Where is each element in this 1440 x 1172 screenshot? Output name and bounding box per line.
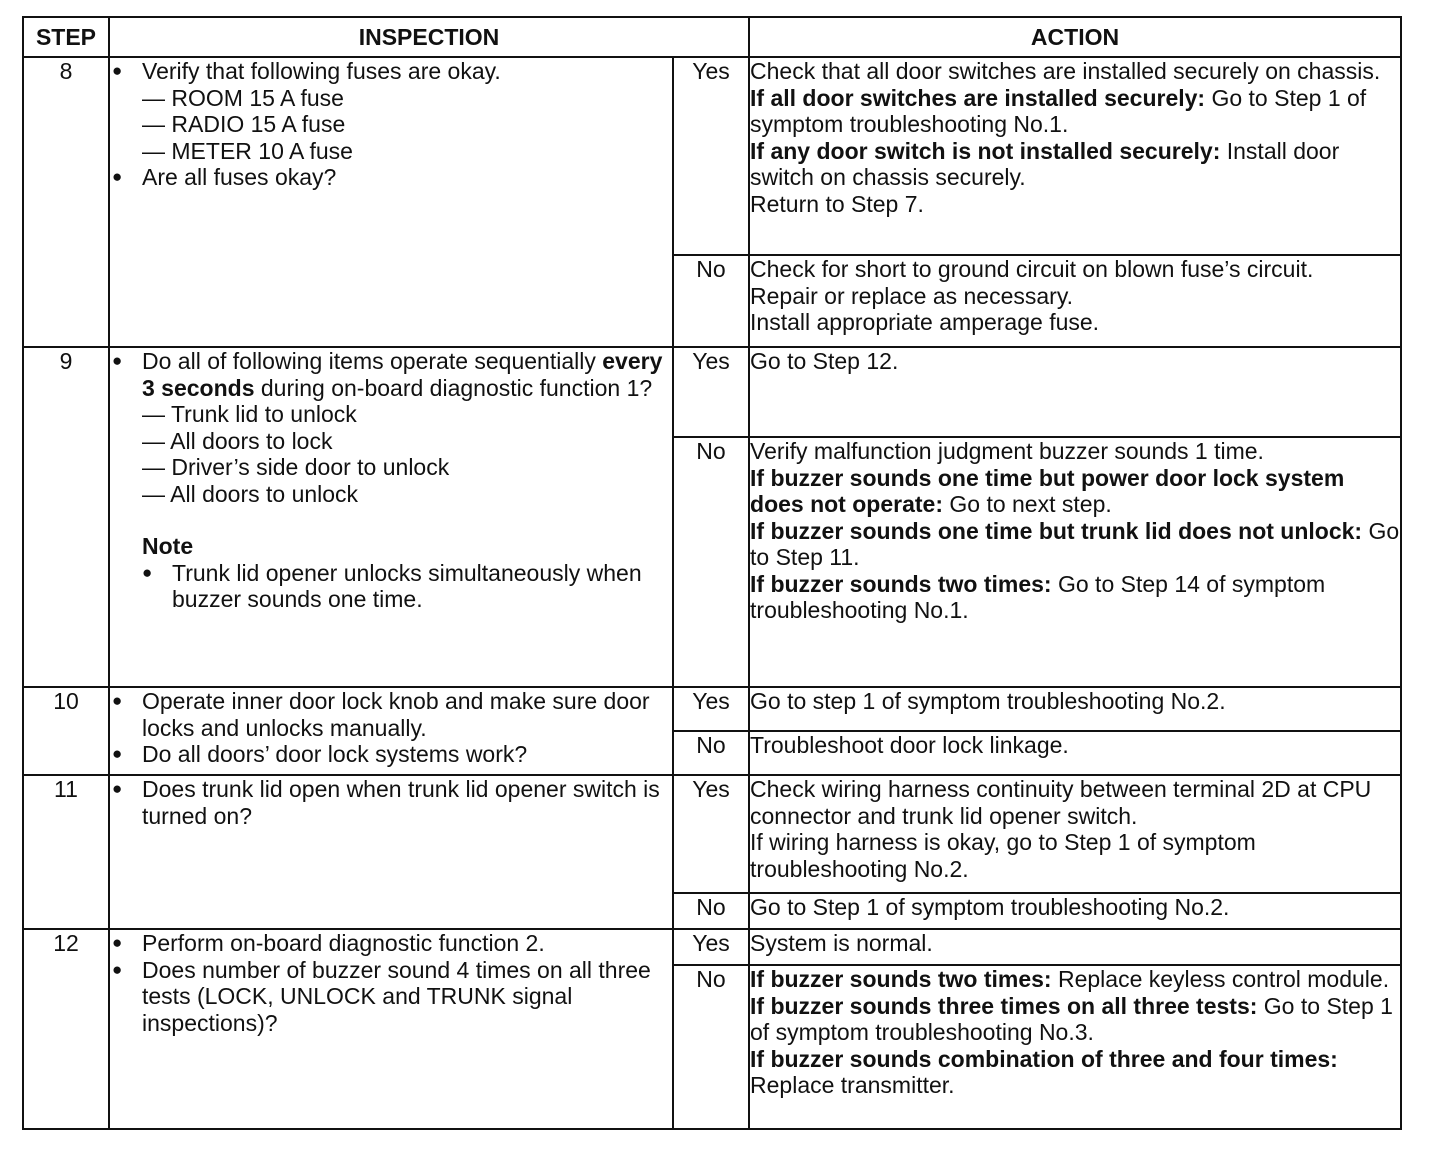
action-text: Go to Step 1 of symptom troubleshooting No.3.	[750, 992, 1393, 1045]
table-row	[23, 347, 1401, 437]
action-text: Replace transmitter.	[750, 1072, 955, 1098]
action-line	[750, 465, 1400, 518]
condition-text: If buzzer sounds combination of three and four times:	[750, 1045, 1338, 1072]
sequence-item: — Driver’s side door to unlock	[142, 454, 450, 480]
action-text: Install appropriate amperage fuse.	[750, 309, 1100, 335]
action-text: Check wiring harness continuity between terminal 2D at CPU connector and trunk lid opener switch.	[750, 776, 1372, 829]
inspection-bullet: ● Are all fuses okay?	[110, 164, 672, 191]
inspection-bullet: ● Does trunk lid open when trunk lid opener switch is turned on?	[110, 776, 672, 829]
action-text: Troubleshoot door lock linkage.	[750, 732, 1069, 758]
no-label: No	[673, 893, 749, 929]
sequence-item: — All doors to lock	[142, 427, 333, 454]
action-text: Go to Step 1 of symptom troubleshooting No.2.	[750, 894, 1230, 920]
yes-label: Yes	[673, 929, 749, 965]
action-text: Go to next step.	[942, 491, 1112, 517]
inspection-text: Do all of following items operate sequentially	[142, 348, 603, 374]
action-text: Verify malfunction judgment buzzer sounds 1 time.	[750, 438, 1264, 464]
fuse-item: — RADIO 15 A fuse	[142, 111, 346, 137]
condition-text: If buzzer sounds three times on all three tests:	[750, 992, 1258, 1019]
inspection-cell	[109, 775, 673, 929]
action-line	[750, 518, 1400, 571]
table-row	[23, 775, 1401, 893]
inspection-text: during on-board diagnostic function 1?	[254, 374, 653, 401]
action-line	[750, 138, 1400, 191]
action-text: Go to step 1 of symptom troubleshooting No.2.	[750, 688, 1226, 714]
action-line	[750, 993, 1400, 1046]
action-text: Install door switch on chassis securely.	[750, 137, 1340, 190]
inspection-bullet: ● Verify that following fuses are okay.	[110, 58, 672, 85]
step-number: 9	[23, 347, 109, 687]
sequence-item: — All doors to unlock	[142, 480, 359, 507]
header-row	[23, 17, 1401, 57]
action-cell	[749, 731, 1401, 775]
fuse-item: — METER 10 A fuse	[142, 137, 353, 164]
step-number: 10	[23, 687, 109, 775]
fuse-item: — ROOM 15 A fuse	[142, 84, 344, 111]
note-text: ● Trunk lid opener unlocks simultaneously when buzzer sounds one time.	[110, 560, 672, 613]
action-text: System is normal.	[750, 930, 933, 956]
action-cell	[749, 57, 1401, 255]
action-cell	[749, 893, 1401, 929]
action-cell	[749, 687, 1401, 731]
action-cell	[749, 437, 1401, 687]
action-text: Replace keyless control module.	[1051, 966, 1390, 992]
condition-text: If any door switch is not installed securely:	[750, 137, 1221, 164]
step-number: 12	[23, 929, 109, 1129]
action-cell	[749, 965, 1401, 1129]
table-row	[23, 687, 1401, 731]
condition-text: If buzzer sounds one time but trunk lid does not unlock:	[750, 517, 1363, 544]
action-cell	[749, 775, 1401, 893]
action-line	[750, 571, 1400, 624]
inspection-cell	[109, 687, 673, 775]
action-cell	[749, 347, 1401, 437]
troubleshooting-table	[22, 16, 1402, 1130]
header-step: STEP	[23, 17, 109, 57]
action-text: Repair or replace as necessary.	[750, 282, 1074, 309]
condition-text: If buzzer sounds two times:	[750, 966, 1052, 992]
step-number: 8	[23, 57, 109, 347]
no-label: No	[673, 731, 749, 775]
action-text: If wiring harness is okay, go to Step 1 of symptom troubleshooting No.2.	[750, 829, 1256, 882]
inspection-emphasis: every 3 seconds	[142, 348, 663, 401]
condition-text: If all door switches are installed securely:	[750, 84, 1206, 111]
action-text: Go to Step 1 of symptom troubleshooting No.1.	[750, 84, 1367, 137]
note-title: Note	[142, 533, 194, 559]
inspection-bullet: ● Do all doors’ door lock systems work?	[110, 741, 672, 768]
action-line	[750, 85, 1400, 138]
sequence-item: — Trunk lid to unlock	[142, 401, 357, 427]
condition-text: If buzzer sounds one time but power door lock system does not operate:	[750, 464, 1345, 517]
inspection-cell	[109, 57, 673, 347]
yes-label: Yes	[673, 687, 749, 731]
action-line	[750, 1046, 1400, 1099]
inspection-bullet	[110, 348, 672, 401]
no-label: No	[673, 437, 749, 687]
inspection-cell	[109, 347, 673, 687]
action-text: Check for short to ground circuit on blown fuse’s circuit.	[750, 256, 1314, 282]
inspection-bullet: ● Perform on-board diagnostic function 2.	[110, 930, 672, 957]
action-cell	[749, 929, 1401, 965]
inspection-bullet: ● Does number of buzzer sound 4 times on all three tests (LOCK, UNLOCK and TRUNK signal inspections)?	[110, 957, 672, 1037]
yes-label: Yes	[673, 57, 749, 255]
yes-label: Yes	[673, 347, 749, 437]
inspection-cell	[109, 929, 673, 1129]
yes-label: Yes	[673, 775, 749, 893]
no-label: No	[673, 965, 749, 1129]
step-number: 11	[23, 775, 109, 929]
action-text: Go to Step 12.	[750, 348, 899, 374]
header-inspection: INSPECTION	[109, 17, 749, 57]
action-text: Go to Step 11.	[750, 517, 1400, 570]
action-text: Check that all door switches are installed securely on chassis.	[750, 58, 1381, 84]
action-cell	[749, 255, 1401, 347]
action-text: Go to Step 14 of symptom troubleshooting No.1.	[750, 570, 1326, 623]
condition-text: If buzzer sounds two times:	[750, 570, 1052, 597]
header-action: ACTION	[749, 17, 1401, 57]
action-text: Return to Step 7.	[750, 190, 924, 217]
inspection-bullet: ● Operate inner door lock knob and make sure door locks and unlocks manually.	[110, 688, 672, 741]
table-row	[23, 929, 1401, 965]
table-row	[23, 57, 1401, 255]
action-line	[750, 966, 1400, 993]
no-label: No	[673, 255, 749, 347]
